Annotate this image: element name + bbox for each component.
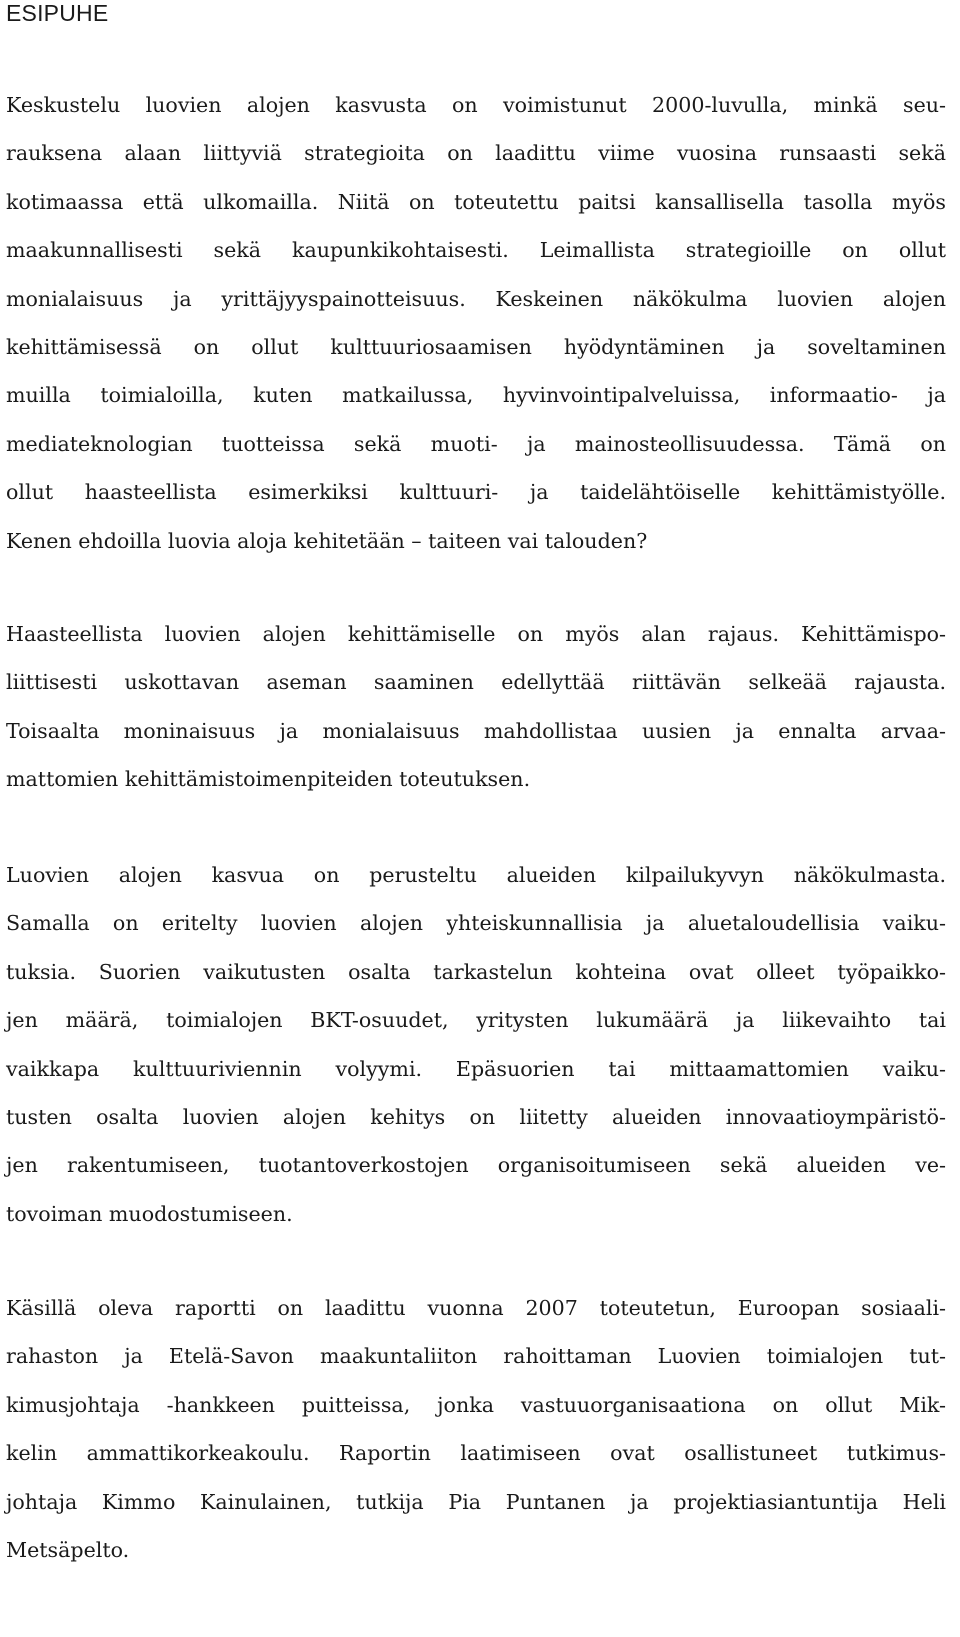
page-title: ESIPUHE bbox=[6, 0, 109, 26]
paragraph-1 bbox=[6, 81, 946, 565]
text-line: Haasteellista luovien alojen kehittämiselle on myös alan rajaus. Kehittämispo- bbox=[6, 622, 946, 646]
text-line: Keskustelu luovien alojen kasvusta on voimistunut 2000-luvulla, minkä seu- bbox=[6, 93, 946, 117]
text-line: Käsillä oleva raportti on laadittu vuonna 2007 toteutetun, Euroopan sosiaali- bbox=[6, 1296, 946, 1320]
text-line: ollut haasteellista esimerkiksi kulttuuri- ja taidelähtöiselle kehittämistyölle. bbox=[6, 480, 946, 505]
paragraph-4 bbox=[6, 1284, 946, 1574]
text-line: kelin ammattikorkeakoulu. Raportin laatimiseen ovat osallistuneet tutkimus- bbox=[6, 1441, 946, 1466]
text-line: Kenen ehdoilla luovia aloja kehitetään – taiteen vai talouden? bbox=[6, 528, 648, 553]
text-line: Samalla on eritelty luovien alojen yhteiskunnallisia ja aluetaloudellisia vaiku- bbox=[6, 911, 946, 936]
text-line: vaikkapa kulttuuriviennin volyymi. Epäsuorien tai mittaamattomien vaiku- bbox=[6, 1056, 946, 1081]
document-page bbox=[6, 0, 946, 1563]
text-line: mediateknologian tuotteissa sekä muoti- ja mainosteollisuudessa. Tämä on bbox=[6, 431, 946, 456]
text-line: liittisesti uskottavan aseman saaminen edellyttää riittävän selkeää rajausta. bbox=[6, 670, 946, 695]
text-line: Toisaalta moninaisuus ja monialaisuus mahdollistaa uusien ja ennalta arvaa- bbox=[6, 718, 946, 743]
text-line: Luovien alojen kasvua on perusteltu alueiden kilpailukyvyn näkökulmasta. bbox=[6, 863, 946, 887]
text-line: jen määrä, toimialojen BKT-osuudet, yritysten lukumäärä ja liikevaihto tai bbox=[6, 1008, 946, 1033]
text-line: muilla toimialoilla, kuten matkailussa, hyvinvointipalveluissa, informaatio- ja bbox=[6, 383, 946, 408]
text-line: kimusjohtaja -hankkeen puitteissa, jonka vastuuorganisaationa on ollut Mik- bbox=[6, 1392, 946, 1417]
text-line: monialaisuus ja yrittäjyyspainotteisuus. Keskeinen näkökulma luovien alojen bbox=[6, 286, 946, 311]
text-line: johtaja Kimmo Kainulainen, tutkija Pia Puntanen ja projektiasiantuntija Heli bbox=[6, 1489, 946, 1514]
text-line: kotimaassa että ulkomailla. Niitä on toteutettu paitsi kansallisella tasolla myös bbox=[6, 189, 946, 214]
text-line: maakunnallisesti sekä kaupunkikohtaisesti. Leimallista strategioille on ollut bbox=[6, 238, 946, 263]
text-line: rahaston ja Etelä-Savon maakuntaliiton rahoittaman Luovien toimialojen tut- bbox=[6, 1344, 946, 1369]
text-line: tusten osalta luovien alojen kehitys on liitetty alueiden innovaatioympäristö- bbox=[6, 1105, 946, 1130]
text-line: kehittämisessä on ollut kulttuuriosaamisen hyödyntäminen ja soveltaminen bbox=[6, 335, 946, 360]
text-line: tovoiman muodostumiseen. bbox=[6, 1201, 293, 1226]
text-line: tuksia. Suorien vaikutusten osalta tarkastelun kohteina ovat olleet työpaikko- bbox=[6, 959, 946, 984]
paragraph-3 bbox=[6, 851, 946, 1238]
text-line: rauksena alaan liittyviä strategioita on laadittu viime vuosina runsaasti sekä bbox=[6, 141, 946, 166]
text-line: mattomien kehittämistoimenpiteiden toteutuksen. bbox=[6, 767, 531, 792]
paragraph-2 bbox=[6, 610, 946, 804]
text-line: Metsäpelto. bbox=[6, 1538, 130, 1563]
text-line: jen rakentumiseen, tuotantoverkostojen organisoitumiseen sekä alueiden ve- bbox=[6, 1153, 946, 1178]
